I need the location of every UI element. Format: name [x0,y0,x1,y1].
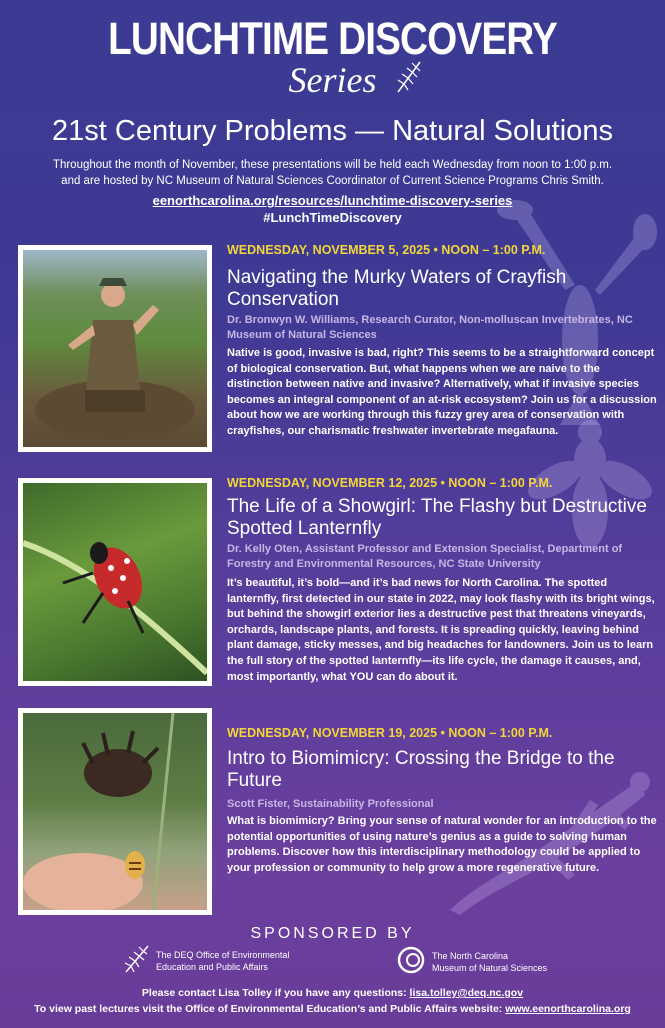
contact-line [0,987,665,999]
intro-line-1: Throughout the month of November, these presentations will be held each Wednesday from noon to 1:00 p.m. [52,159,613,171]
museum-logo-icon [396,946,428,974]
event-3-description: What is biomimicry? Bring your sense of natural wonder for an introduction to the potential opportunities of using nature’s genius as a guide to solving human problems. Discover how this interdisciplinary methodology could be applied to your profession or community to help grow a more regenerative future. [227,815,657,874]
event-1-speaker: Dr. Bronwyn W. Williams, Research Curator, Non-molluscan Invertebrates, NC Museum of Natural Sciences [227,314,633,341]
sponsored-by-heading: SPONSORED BY [250,925,415,942]
crayfish-researcher-image [23,250,207,447]
event-2-photo [18,478,212,686]
event-1-title: Navigating the Murky Waters of Crayfish Conservation [227,267,567,310]
deq-logo-line-2: Education and Public Affairs [156,962,268,972]
poster-subtitle: 21st Century Problems — Natural Solutions [52,115,613,147]
series-script: Series [288,60,377,100]
fern-icon [394,60,424,94]
event-1-description: Native is good, invasive is bad, right? This seems to be a straightforward concept of biological conservation. But, what happens when we are naive to the distinction between native and invasive? Alternatively, what if invasive species becomes an integral component of an at-risk ecosystem? Join us for a discussion about how we are working through this fuzzy grey area of conservation with crayfishes, our charismatic freshwater invertebrate megafauna. [227,347,657,437]
hashtag: #LunchTimeDiscovery [263,210,402,225]
biomimicry-image [23,713,207,910]
series-link[interactable]: eenorthcarolina.org/resources/lunchtime-discovery-series [152,193,513,208]
poster-title: LUNCHTIME DISCOVERY [108,13,557,64]
spotted-lanternfly-image [23,483,207,681]
event-2-title: The Life of a Showgirl: The Flashy but Destructive Spotted Lanternfly [227,496,647,539]
event-1-date: WEDNESDAY, NOVEMBER 5, 2025 • NOON – 1:00 P.M. [227,243,546,257]
museum-logo-line-1: The North Carolina [432,951,509,961]
event-3-photo [18,708,212,915]
event-3-title: Intro to Biomimicry: Crossing the Bridge to the Future [227,748,615,791]
past-lectures-line [0,1003,665,1015]
event-3-date: WEDNESDAY, NOVEMBER 19, 2025 • NOON – 1:00 P.M. [227,726,553,740]
deq-logo-line-1: The DEQ Office of Environmental [156,950,290,960]
event-2-date: WEDNESDAY, NOVEMBER 12, 2025 • NOON – 1:00 P.M. [227,476,553,490]
contact-email-link[interactable]: lisa.tolley@deq.nc.gov [409,987,524,999]
past-lectures-text: To view past lectures visit the Office of Environmental Education’s and Public Affairs website: [34,1003,506,1015]
intro-line-2: and are hosted by NC Museum of Natural Sciences Coordinator of Current Science Programs Chris Smith. [61,175,604,187]
deq-fern-logo-icon [122,944,152,974]
website-link[interactable]: www.eenorthcarolina.org [505,1003,631,1015]
event-2-description: It’s beautiful, it’s bold—and it’s bad news for North Carolina. The spotted lanternfly, first detected in our state in 2022, may look flashy with its bright wings, but behind the showgirl exterior lies a destructive pest that threatens vineyards, orchards, landscape plants, and forests. It is spreading quickly, leaving behind plant damage, sticky messes, and big headaches for landowners. Join us to learn the full story of the spotted lanternfly—its life cycle, the damage it causes, and, most importantly, what YOU can do about it. [227,577,655,683]
contact-text: Please contact Lisa Tolley if you have any questions: [141,987,410,999]
event-1-photo [18,245,212,452]
museum-logo-line-2: Museum of Natural Sciences [432,963,548,973]
event-3-speaker: Scott Fister, Sustainability Professional [227,798,434,810]
event-2-speaker: Dr. Kelly Oten, Assistant Professor and Extension Specialist, Department of Forestry and Environmental Resources, NC State University [227,543,623,570]
